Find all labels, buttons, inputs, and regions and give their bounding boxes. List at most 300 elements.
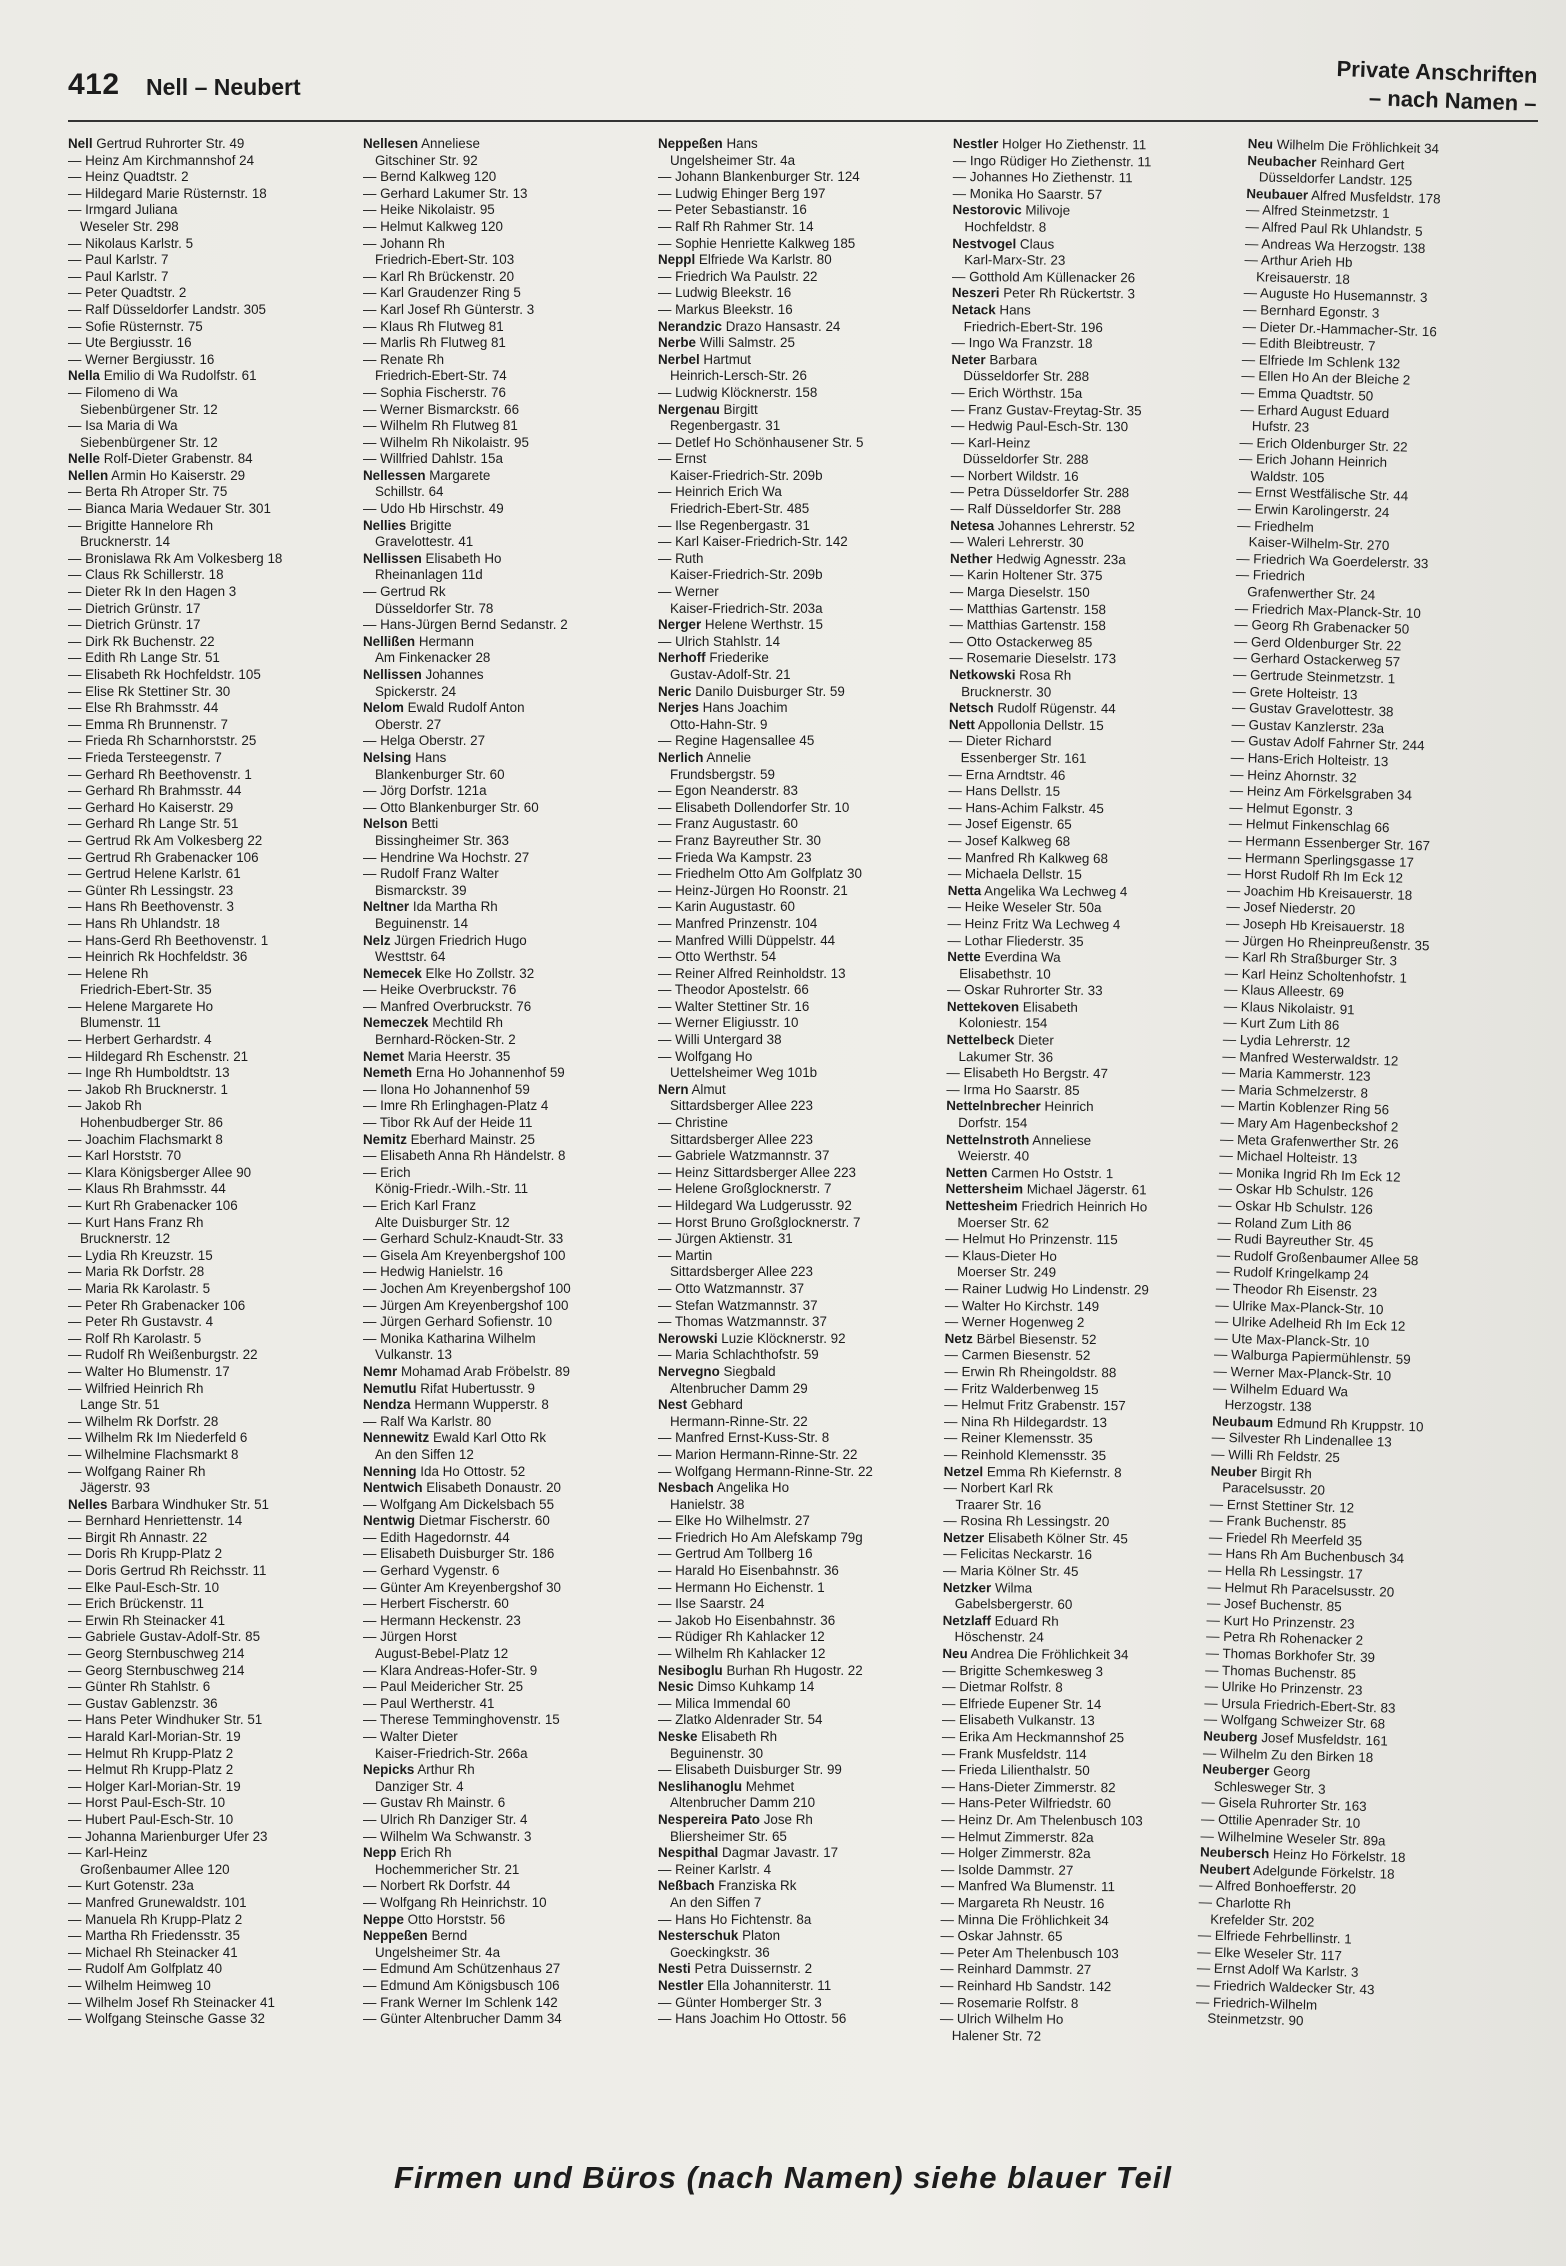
listing-entry bbox=[658, 1978, 947, 1995]
listing-entry bbox=[658, 1430, 947, 1447]
entry-text: Brucknerstr. 30 bbox=[961, 683, 1052, 700]
listing-entry bbox=[68, 949, 357, 966]
entry-text: — Ralf Düsseldorfer Str. 288 bbox=[950, 501, 1121, 518]
listing-entry bbox=[363, 202, 652, 219]
listing-entry bbox=[68, 1248, 357, 1265]
entry-text: Emilio di Wa Rudolfstr. 61 bbox=[100, 368, 257, 384]
surname: Nerhoff bbox=[658, 650, 706, 666]
entry-text: Johannes bbox=[421, 667, 484, 682]
entry-text: — Elise Rk Stettiner Str. 30 bbox=[68, 683, 231, 699]
listing-entry bbox=[658, 717, 947, 734]
entry-text: — Hildegard Marie Rüsternstr. 18 bbox=[68, 185, 267, 201]
entry-text: — Günter Rh Lessingstr. 23 bbox=[68, 882, 234, 898]
entry-text: — Meta Grafenwerther Str. 26 bbox=[1219, 1131, 1399, 1152]
entry-text: — Elisabeth Duisburger Str. 99 bbox=[658, 1762, 842, 1778]
entry-text: — Sophie Henriette Kalkweg 185 bbox=[658, 235, 856, 251]
listing-entry bbox=[658, 319, 947, 336]
section-title bbox=[1335, 55, 1538, 118]
entry-text: — Ludwig Klöcknerstr. 158 bbox=[658, 384, 818, 400]
entry-text: — Hans Ho Fichtenstr. 8a bbox=[658, 1911, 812, 1927]
listing-entry bbox=[658, 1198, 947, 1215]
entry-text: — Otto Ostackerweg 85 bbox=[949, 633, 1093, 650]
listing-column-5 bbox=[1192, 136, 1537, 2126]
entry-text: — Horst Rudolf Rh Im Eck 12 bbox=[1227, 865, 1404, 886]
entry-text: Adelgunde Förkelstr. 18 bbox=[1249, 1862, 1395, 1882]
entry-text: — Friedrich Wa Goerdelerstr. 33 bbox=[1235, 550, 1429, 572]
entry-text: — Hubert Paul-Esch-Str. 10 bbox=[68, 1811, 234, 1827]
listing-entry bbox=[363, 252, 652, 269]
entry-text: — Erna Arndtstr. 46 bbox=[948, 766, 1066, 783]
entry-text: — Frieda Lilienthalstr. 50 bbox=[941, 1762, 1090, 1779]
listing-entry bbox=[658, 1165, 947, 1182]
listing-entry bbox=[658, 1895, 947, 1912]
entry-text: — Norbert Rk Dorfstr. 44 bbox=[363, 1878, 511, 1894]
surname: Neppl bbox=[658, 252, 696, 268]
listing-entry bbox=[946, 1065, 1235, 1084]
entry-text: — Imre Rh Erlinghagen-Platz 4 bbox=[363, 1098, 549, 1114]
listing-entry bbox=[68, 1845, 357, 1862]
entry-text: — Bronislawa Rk Am Volkesberg 18 bbox=[68, 550, 283, 566]
entry-text: — Werner Hogenweg 2 bbox=[944, 1314, 1085, 1331]
listing-entry bbox=[68, 169, 357, 186]
listing-entry bbox=[68, 1198, 357, 1215]
listing-entry bbox=[943, 1580, 1232, 1599]
listing-entry bbox=[658, 1878, 947, 1895]
listing-entry bbox=[943, 1596, 1232, 1615]
listing-entry bbox=[658, 1712, 947, 1729]
entry-text: — Ingo Wa Franzstr. 18 bbox=[951, 335, 1093, 352]
listing-entry bbox=[363, 1480, 652, 1497]
entry-text: — Frieda Tersteegenstr. 7 bbox=[68, 749, 222, 765]
entry-text: Georg bbox=[1269, 1763, 1311, 1780]
entry-text: — Gisela Am Kreyenbergshof 100 bbox=[363, 1247, 566, 1263]
entry-text: Hartmut bbox=[699, 351, 752, 367]
listing-entry bbox=[68, 567, 357, 584]
listing-entry bbox=[658, 966, 947, 983]
entry-text: — Jakob Rh bbox=[68, 1098, 142, 1114]
entry-text: — Nikolaus Karlstr. 5 bbox=[68, 235, 194, 251]
listing-entry bbox=[949, 684, 1238, 703]
listing-entry bbox=[363, 1663, 652, 1680]
listing-entry bbox=[658, 1829, 947, 1846]
listing-entry bbox=[949, 750, 1238, 769]
listing-entry bbox=[658, 684, 947, 701]
entry-text: Hochfeldstr. 8 bbox=[964, 219, 1047, 235]
surname: Nestler bbox=[658, 1977, 704, 1993]
listing-entry bbox=[363, 1447, 652, 1464]
entry-text: Heinrich bbox=[1040, 1099, 1094, 1115]
entry-text: Hans bbox=[995, 302, 1031, 318]
surname: Nellessen bbox=[363, 467, 426, 483]
entry-text: — Paul Meidericher Str. 25 bbox=[363, 1679, 524, 1695]
entry-text: — Erika Am Heckmannshof 25 bbox=[941, 1728, 1125, 1746]
entry-text: Blankenburger Str. 60 bbox=[375, 766, 505, 782]
entry-text: — Franz Augustastr. 60 bbox=[658, 816, 798, 832]
listing-entry bbox=[363, 750, 652, 767]
listing-entry bbox=[363, 883, 652, 900]
listing-entry bbox=[658, 883, 947, 900]
entry-text: — Gertrud Helene Karlstr. 61 bbox=[68, 866, 241, 882]
listing-entry bbox=[658, 833, 947, 850]
entry-text: Am Finkenacker 28 bbox=[375, 650, 491, 666]
listing-entry bbox=[942, 1762, 1231, 1781]
listing-entry bbox=[658, 501, 947, 518]
listing-entry bbox=[68, 800, 357, 817]
listing-entry bbox=[951, 335, 1240, 354]
entry-text: — Wolfgang Schweizer Str. 68 bbox=[1203, 1711, 1386, 1732]
listing-entry bbox=[68, 1264, 357, 1281]
surname: Nellissen bbox=[363, 550, 422, 566]
entry-text: Kaiser-Wilhelm-Str. 270 bbox=[1248, 534, 1390, 554]
entry-text: Betti bbox=[407, 816, 439, 832]
entry-text: — Hans Rh Beethovenstr. 3 bbox=[68, 899, 234, 915]
listing-entry bbox=[948, 767, 1237, 786]
entry-text: — Ernst Stettiner Str. 12 bbox=[1209, 1496, 1355, 1516]
listing-entry bbox=[68, 783, 357, 800]
listing-entry bbox=[363, 1895, 652, 1912]
entry-text: Luzie Klöcknerstr. 92 bbox=[717, 1330, 846, 1346]
listing-entry bbox=[658, 1065, 947, 1082]
entry-text: — Thomas Watzmannstr. 37 bbox=[658, 1314, 827, 1330]
listing-entry bbox=[658, 1331, 947, 1348]
entry-text: — Christine bbox=[658, 1115, 728, 1131]
entry-text: Rolf-Dieter Grabenstr. 84 bbox=[100, 451, 253, 467]
listing-entry bbox=[363, 783, 652, 800]
entry-text: Dorfstr. 154 bbox=[958, 1115, 1028, 1131]
entry-text: Platon bbox=[738, 1928, 781, 1944]
listing-entry bbox=[943, 1613, 1232, 1632]
entry-text: Elke Ho Zollstr. 32 bbox=[421, 965, 535, 981]
entry-text: — Werner Eligiusstr. 10 bbox=[658, 1015, 799, 1031]
listing-entry bbox=[68, 1862, 357, 1879]
surname: Nern bbox=[658, 1081, 689, 1097]
listing-entry bbox=[363, 1148, 652, 1165]
listing-entry bbox=[946, 1082, 1235, 1101]
entry-text: Hedwig Agnesstr. 23a bbox=[992, 551, 1126, 568]
listing-entry bbox=[658, 285, 947, 302]
listing-entry bbox=[363, 1098, 652, 1115]
entry-text: — Hermann Essenberger Str. 167 bbox=[1228, 832, 1431, 854]
surname: Nestvogel bbox=[952, 235, 1017, 252]
entry-text: Goeckingkstr. 36 bbox=[670, 1944, 770, 1960]
entry-text: — Manfred Ernst-Kuss-Str. 8 bbox=[658, 1430, 830, 1446]
listing-entry bbox=[658, 169, 947, 186]
listing-entry bbox=[68, 1580, 357, 1597]
entry-text: — Frieda Wa Kampstr. 23 bbox=[658, 849, 812, 865]
listing-entry bbox=[363, 352, 652, 369]
listing-entry bbox=[363, 1281, 652, 1298]
listing-entry bbox=[658, 153, 947, 170]
entry-text: — Franz Gustav-Freytag-Str. 35 bbox=[951, 401, 1142, 418]
entry-text: — Ralf Düsseldorfer Landstr. 305 bbox=[68, 301, 266, 317]
listing-entry bbox=[658, 1580, 947, 1597]
listing-entry bbox=[68, 252, 357, 269]
entry-text: — Edmund Am Königsbusch 106 bbox=[363, 1977, 560, 1993]
entry-text: — Birgit Rh Annastr. 22 bbox=[68, 1529, 208, 1545]
entry-text: — Helmut Kalkweg 120 bbox=[363, 218, 503, 234]
surname: Neubaum bbox=[1211, 1413, 1274, 1430]
listing-entry bbox=[68, 601, 357, 618]
entry-text: — Stefan Watzmannstr. 37 bbox=[658, 1297, 818, 1313]
entry-text: — Rüdiger Rh Kahlacker 12 bbox=[658, 1629, 825, 1645]
entry-text: — Friedel Rh Meerfeld 35 bbox=[1208, 1529, 1363, 1549]
entry-text: — Hans Dellstr. 15 bbox=[948, 783, 1061, 799]
listing-entry bbox=[363, 1978, 652, 1995]
listing-entry bbox=[363, 1563, 652, 1580]
surname: Nelz bbox=[363, 932, 391, 948]
listing-entry bbox=[68, 1746, 357, 1763]
entry-text: — Ilse Saarstr. 24 bbox=[658, 1596, 765, 1612]
entry-text: — Kurt Rh Grabenacker 106 bbox=[68, 1198, 238, 1213]
entry-text: — Hans-Dieter Zimmerstr. 82 bbox=[941, 1778, 1116, 1795]
entry-text: — Paul Karlstr. 7 bbox=[68, 252, 169, 268]
listing-entry bbox=[363, 501, 652, 518]
entry-text: — Gertrude Steinmetzstr. 1 bbox=[1232, 666, 1396, 687]
listing-entry bbox=[658, 1414, 947, 1431]
entry-text: — Johann Rh bbox=[363, 235, 445, 251]
listing-entry bbox=[68, 1696, 357, 1713]
listing-entry bbox=[952, 285, 1241, 304]
entry-text: Hermann bbox=[415, 633, 474, 649]
entry-text: — Peter Rh Gustavstr. 4 bbox=[68, 1314, 214, 1330]
entry-text: — Erwin Rh Rheingoldstr. 88 bbox=[944, 1363, 1117, 1381]
listing-entry bbox=[658, 136, 947, 153]
listing-column-2 bbox=[363, 136, 658, 2126]
entry-text: — Norbert Wildstr. 16 bbox=[950, 467, 1079, 484]
listing-entry bbox=[68, 1945, 357, 1962]
listing-entry bbox=[658, 1314, 947, 1331]
listing-entry bbox=[68, 1314, 357, 1331]
listing-entry bbox=[68, 1414, 357, 1431]
entry-text: Otto-Hahn-Str. 9 bbox=[670, 716, 768, 732]
listing-entry bbox=[363, 1264, 652, 1281]
listing-entry bbox=[363, 1231, 652, 1248]
entry-text: Ewald Rudolf Anton bbox=[403, 700, 525, 716]
entry-text: Siebenbürgener Str. 12 bbox=[80, 434, 218, 450]
listing-entry bbox=[363, 484, 652, 501]
entry-text: — Peter Quadtstr. 2 bbox=[68, 285, 187, 301]
listing-entry bbox=[942, 1646, 1231, 1665]
listing-entry bbox=[68, 584, 357, 601]
listing-entry bbox=[945, 1248, 1234, 1267]
entry-text: — Gerd Oldenburger Str. 22 bbox=[1233, 633, 1402, 654]
entry-text: — Dietrich Grünstr. 17 bbox=[68, 600, 201, 616]
entry-text: — Jörg Dorfstr. 121a bbox=[363, 783, 487, 799]
listing-entry bbox=[951, 468, 1240, 487]
entry-text: Schillstr. 64 bbox=[375, 484, 444, 500]
entry-text: — Rosina Rh Lessingstr. 20 bbox=[943, 1513, 1110, 1530]
listing-entry bbox=[363, 966, 652, 983]
surname: Nervegno bbox=[658, 1363, 720, 1379]
entry-text: — Ludwig Bleekstr. 16 bbox=[658, 285, 792, 301]
listing-entry bbox=[363, 1082, 652, 1099]
listing-entry bbox=[658, 1613, 947, 1630]
entry-text: Jürgen Friedrich Hugo bbox=[390, 932, 527, 948]
listing-entry bbox=[658, 1132, 947, 1149]
entry-text: — Petra Düsseldorfer Str. 288 bbox=[950, 484, 1130, 501]
entry-text: Hermann-Rinne-Str. 22 bbox=[670, 1413, 808, 1429]
entry-text: Kreisauerstr. 18 bbox=[1255, 269, 1351, 287]
entry-text: — Erwin Karolingerstr. 24 bbox=[1237, 500, 1390, 521]
surname: Neppe bbox=[363, 1911, 404, 1927]
entry-text: — Markus Bleekstr. 16 bbox=[658, 301, 793, 317]
entry-text: Siegbald bbox=[719, 1363, 776, 1379]
entry-text: — Paul Wertherstr. 41 bbox=[363, 1695, 495, 1711]
entry-text: Beguinenstr. 30 bbox=[670, 1745, 764, 1761]
entry-text: Hans Joachim bbox=[698, 700, 788, 716]
listing-entry bbox=[363, 1049, 652, 1066]
entry-text: — Manfred Westerwaldstr. 12 bbox=[1222, 1048, 1399, 1069]
surname: Nestorovic bbox=[952, 202, 1022, 218]
surname: Nellißen bbox=[363, 633, 416, 649]
listing-entry bbox=[949, 634, 1238, 653]
entry-text: — Johannes Ho Ziethenstr. 11 bbox=[952, 169, 1133, 186]
listing-entry bbox=[363, 534, 652, 551]
entry-text: — Werner Bergiusstr. 16 bbox=[68, 351, 215, 367]
entry-text: — Ernst Westfälische Str. 44 bbox=[1237, 484, 1409, 505]
entry-text: — Karl Kaiser-Friedrich-Str. 142 bbox=[658, 534, 848, 550]
listing-entry bbox=[68, 402, 357, 419]
surname: Nellissen bbox=[363, 667, 422, 682]
entry-text: Angelika Wa Lechweg 4 bbox=[981, 882, 1128, 899]
entry-text: — Wilhelmine Flachsmarkt 8 bbox=[68, 1446, 239, 1462]
listing-entry bbox=[68, 219, 357, 236]
entry-text: — Helene Rh bbox=[68, 965, 149, 981]
entry-text: — Oskar Jahnstr. 65 bbox=[940, 1928, 1063, 1944]
entry-text: — Kurt Zum Lith 86 bbox=[1223, 1015, 1340, 1034]
entry-text: Reinhard Gert bbox=[1316, 154, 1405, 172]
listing-entry bbox=[68, 1729, 357, 1746]
entry-text: Helene Werthstr. 15 bbox=[701, 617, 823, 633]
listing-entry bbox=[363, 153, 652, 170]
listing-entry bbox=[363, 1132, 652, 1149]
surname: Nettekoven bbox=[946, 998, 1020, 1015]
entry-text: — Matthias Gartenstr. 158 bbox=[949, 617, 1106, 634]
listing-entry bbox=[947, 1032, 1236, 1051]
entry-text: — Helmut Ho Prinzenstr. 115 bbox=[945, 1231, 1118, 1248]
entry-text: — Ernst Adolf Wa Karlstr. 3 bbox=[1196, 1960, 1359, 1981]
entry-text: — Hans Rh Am Buchenbusch 34 bbox=[1208, 1545, 1405, 1567]
entry-text: — Hans-Gerd Rh Beethovenstr. 1 bbox=[68, 932, 269, 948]
listing-entry bbox=[952, 252, 1241, 271]
entry-text: — Gisela Ruhrorter Str. 163 bbox=[1201, 1794, 1367, 1815]
listing-entry bbox=[658, 1663, 947, 1680]
listing-entry bbox=[68, 883, 357, 900]
surname: Nenning bbox=[363, 1463, 417, 1479]
entry-text: — Manfred Prinzenstr. 104 bbox=[658, 915, 818, 931]
entry-text: — Gertrud Rh Grabenacker 106 bbox=[68, 849, 259, 865]
listing-entry bbox=[363, 1165, 652, 1182]
entry-text: — Maria Rk Dorfstr. 28 bbox=[68, 1264, 205, 1280]
entry-text: Ungelsheimer Str. 4a bbox=[670, 152, 796, 168]
entry-text: — Alfred Steinmetzstr. 1 bbox=[1245, 202, 1390, 222]
listing-entry bbox=[363, 1912, 652, 1929]
listing-entry bbox=[363, 667, 652, 684]
surname: Nemr bbox=[363, 1363, 398, 1379]
surname: Nesterschuk bbox=[658, 1928, 739, 1944]
entry-text: — Günter Homberger Str. 3 bbox=[658, 1994, 822, 2010]
listing-entry bbox=[68, 1563, 357, 1580]
entry-text: — Maria Kammerstr. 123 bbox=[1221, 1064, 1371, 1085]
surname: Nemet bbox=[363, 1048, 404, 1064]
listing-entry bbox=[953, 169, 1242, 188]
listing-entry bbox=[658, 1248, 947, 1265]
entry-text: Holger Ho Ziethenstr. 11 bbox=[998, 136, 1147, 153]
entry-text: — Else Rh Brahmsstr. 44 bbox=[68, 700, 219, 716]
entry-text: — Oskar Hb Schulstr. 126 bbox=[1217, 1197, 1374, 1217]
listing-entry bbox=[658, 816, 947, 833]
entry-text: — Erich Karl Franz bbox=[363, 1198, 477, 1213]
listing-entry bbox=[363, 617, 652, 634]
entry-text: Willi Salmstr. 25 bbox=[695, 335, 795, 351]
entry-text: — Martin bbox=[658, 1247, 713, 1263]
listing-entry bbox=[940, 2011, 1229, 2030]
entry-text: — Hans Rh Uhlandstr. 18 bbox=[68, 915, 220, 931]
entry-text: Michael Jägerstr. 61 bbox=[1023, 1181, 1147, 1198]
entry-text: — Theodor Rh Eisenstr. 23 bbox=[1215, 1280, 1378, 1301]
entry-text: — Jakob Ho Eisenbahnstr. 36 bbox=[658, 1612, 836, 1628]
listing-entry bbox=[948, 833, 1237, 852]
entry-text: Blumenstr. 11 bbox=[80, 1015, 161, 1031]
entry-text: — Sofie Rüsternstr. 75 bbox=[68, 318, 203, 334]
entry-text: Paracelsusstr. 20 bbox=[1222, 1479, 1326, 1498]
listing-entry bbox=[658, 468, 947, 485]
listing-entry bbox=[68, 966, 357, 983]
entry-text: — Holger Karl-Morian-Str. 19 bbox=[68, 1778, 241, 1794]
listing-entry bbox=[363, 385, 652, 402]
entry-text: Elisabeth Rh bbox=[697, 1729, 778, 1744]
entry-text: Hochemmericher Str. 21 bbox=[375, 1861, 520, 1877]
running-title: Nell – Neubert bbox=[146, 74, 301, 100]
entry-text: — Heinz-Jürgen Ho Roonstr. 21 bbox=[658, 882, 848, 898]
entry-text: — Petra Rh Rohenacker 2 bbox=[1205, 1628, 1364, 1649]
listing-entry bbox=[68, 982, 357, 999]
entry-text: — Holger Zimmerstr. 82a bbox=[940, 1845, 1091, 1862]
surname: Nettelnbrecher bbox=[946, 1098, 1041, 1115]
entry-text: — Reiner Alfred Reinholdstr. 13 bbox=[658, 965, 846, 981]
listing-entry bbox=[363, 169, 652, 186]
entry-text: — Gerhard Rh Lange Str. 51 bbox=[68, 816, 239, 832]
listing-entry bbox=[951, 451, 1240, 470]
entry-text: — Frank Werner Im Schlenk 142 bbox=[363, 1994, 558, 2010]
listing-entry bbox=[941, 1878, 1230, 1897]
listing-entry bbox=[658, 1762, 947, 1779]
listing-entry bbox=[941, 1895, 1230, 1914]
listing-entry bbox=[363, 1497, 652, 1514]
listing-entry bbox=[68, 1347, 357, 1364]
entry-text: — Wilhelm Wa Schwanstr. 3 bbox=[363, 1828, 532, 1844]
entry-text: Gustav-Adolf-Str. 21 bbox=[670, 667, 791, 682]
entry-text: Anneliese bbox=[1029, 1132, 1092, 1148]
entry-text: — Thomas Borkhofer Str. 39 bbox=[1205, 1645, 1376, 1666]
entry-text: Mohamad Arab Fröbelstr. 89 bbox=[397, 1363, 570, 1379]
entry-text: — Dieter Dr.-Hammacher-Str. 16 bbox=[1242, 318, 1438, 339]
entry-text: — Gerhard Ho Kaiserstr. 29 bbox=[68, 799, 234, 815]
surname: Nellen bbox=[68, 467, 109, 483]
listing-entry bbox=[658, 219, 947, 236]
surname: Nerbe bbox=[658, 335, 696, 351]
surname: Nepp bbox=[363, 1845, 397, 1861]
entry-text: Dieter bbox=[1014, 1032, 1054, 1048]
entry-text: — Gerhard Schulz-Knaudt-Str. 33 bbox=[363, 1231, 564, 1247]
listing-entry bbox=[363, 269, 652, 286]
listing-entry bbox=[363, 850, 652, 867]
entry-text: Moerser Str. 249 bbox=[957, 1264, 1057, 1281]
entry-text: — Walter Ho Blumenstr. 17 bbox=[68, 1363, 230, 1379]
listing-entry bbox=[363, 1513, 652, 1530]
entry-text: Claus bbox=[1016, 236, 1055, 252]
entry-text: Rudolf Rügenstr. 44 bbox=[993, 700, 1116, 717]
